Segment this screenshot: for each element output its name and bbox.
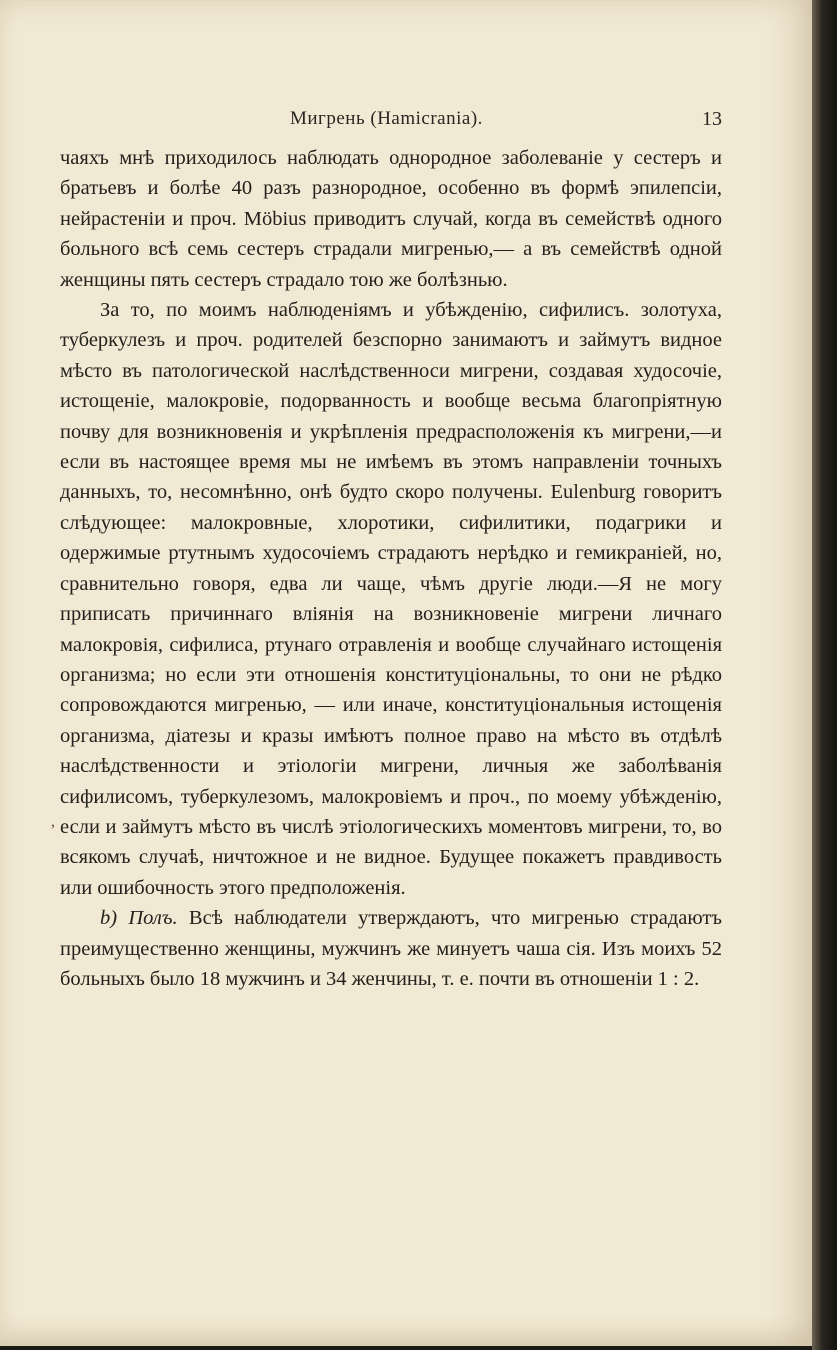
paragraph-2 xyxy=(60,295,722,903)
page-header xyxy=(60,108,722,138)
paragraph-1-text: чаяхъ мнѣ приходилось наблюдать однородное заболеваніе у сестеръ и братьевъ и болѣе 40 разъ разнородное, особенно въ формѣ эпилепсіи, нейрастеніи и проч. Möbius приводитъ случай, когда въ семействѣ одного больного всѣ семь сестеръ страдали мигренью,— а въ семействѣ одной женщины пять сестеръ страдало тою же болѣзнью. xyxy=(60,147,722,291)
running-title: Мигрень (Hamicrania). xyxy=(290,108,483,129)
paragraph-1 xyxy=(60,143,722,295)
page-edge-shadow xyxy=(812,0,837,1350)
paragraph-2-text: За то, по моимъ наблюденіямъ и убѣжденію, сифилисъ. золотуха, туберкулезъ и проч. родителей безспорно занимаютъ и займутъ видное мѣсто въ патологической наслѣдственноси мигрени, создавая худосочіе, истощеніе, малокровіе, подорванность и вообще весьма благопріятную почву для возникновенія и укрѣпленія предрасположенія къ мигрени,—и если въ настоящее время мы не имѣемъ въ этомъ направленіи точныхъ данныхъ, то, несомнѣнно, онѣ будто скоро получены. Eulenburg говоритъ слѣдующее: малокровные, хлоротики, сифилитики, подагрики и одержимые ртутнымъ худосочіемъ страдаютъ нерѣдко и гемикраніей, но, сравнительно говоря, едва ли чаще, чѣмъ другіе люди.—Я не могу приписать причиннаго вліянія на возникновеніе мигрени личнаго малокровія, сифилиса, ртунаго отравленія и вообще случайнаго истощенія организма; но если эти отношенія конституціональны, то они не рѣдко сопровождаются мигренью, — или иначе, конституціональныя истощенія организма, діатезы и кразы имѣютъ полное право на мѣсто въ отдѣлѣ наслѣдственности и этіологіи мигрени, личныя же заболѣванія сифилисомъ, туберкулезомъ, малокровіемъ и проч., по моему убѣжденію, если и займутъ мѣсто въ числѣ этіологическихъ моментовъ мигрени, то, во всякомъ случаѣ, ничтожное и не видное. Будущее покажетъ правдивость или ошибочность этого предположенія. xyxy=(60,299,722,899)
section-heading-sex: b) Полъ. xyxy=(100,907,178,930)
paragraph-3 xyxy=(60,903,722,994)
margin-mark: , xyxy=(51,813,55,830)
paragraph-3-text: Всѣ наблюдатели утверждаютъ, что мигренью страдаютъ преимущественно женщины, мужчинъ же минуетъ чаша сія. Изъ моихъ 52 больныхъ было 18 мужчинъ и 34 женчины, т. е. почти въ отношеніи 1 : 2. xyxy=(60,907,722,990)
body-text xyxy=(60,143,722,994)
page-number: 13 xyxy=(702,108,722,130)
